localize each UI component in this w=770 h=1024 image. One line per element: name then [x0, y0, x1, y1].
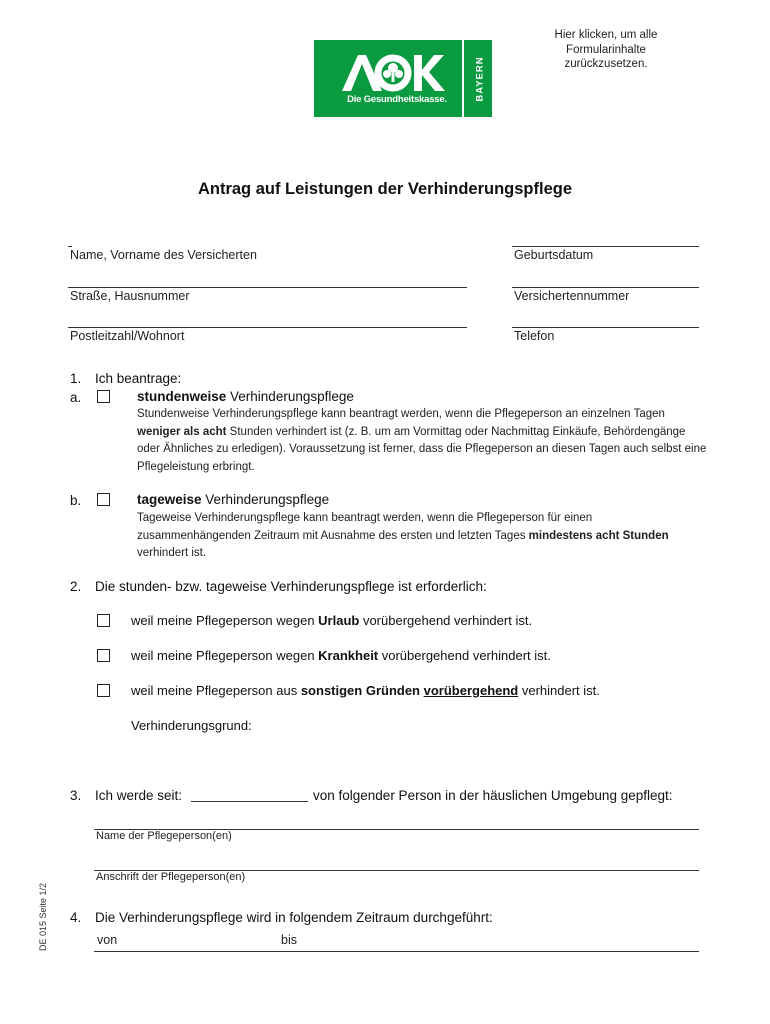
- postal-field[interactable]: Postleitzahl/Wohnort: [70, 329, 185, 343]
- page-title: Antrag auf Leistungen der Verhinderungspflege: [197, 180, 573, 198]
- daily-option-description: Tageweise Verhinderungspflege kann beantragt werden, wenn die Pflegeperson für einen zusammenhängenden Zeitraum mit Ausnahme des ersten und letzten Tages mindestens acht Stunden verhindert ist.: [137, 512, 669, 559]
- section-2-heading: Die stunden- bzw. tageweise Verhinderungspflege ist erforderlich:: [95, 579, 487, 594]
- insurance-number-field-line: [512, 287, 699, 288]
- street-field[interactable]: Straße, Hausnummer: [70, 289, 190, 303]
- since-date-input[interactable]: [191, 801, 308, 802]
- hourly-checkbox[interactable]: [97, 390, 110, 403]
- hourly-option-description: Stundenweise Verhinderungspflege kann beantragt werden, wenn die Pflegeperson an einzelnen Tagen weniger als acht Stunden verhindert ist (z. B. um am Vormittag oder Nachmittag Einkäufe, Behördengänge oder Ähnliches zu erledigen). Voraussetzung ist ferner, dass die Pflegeperson an diesen Tagen auch selbst eine Pflegeleistung erbringt.: [137, 408, 707, 473]
- to-date-field[interactable]: bis: [281, 933, 297, 947]
- section-3-post-text: von folgender Person in der häuslichen Umgebung gepflegt:: [313, 788, 673, 803]
- phone-field-line: [512, 327, 699, 328]
- aok-logo: [314, 40, 492, 117]
- section-4-number: 4.: [70, 910, 82, 925]
- illness-checkbox[interactable]: [97, 649, 110, 662]
- logo-divider: [462, 40, 464, 117]
- logo-region: BAYERN: [474, 55, 486, 102]
- phone-field[interactable]: Telefon: [514, 329, 555, 343]
- option-b-letter: b.: [70, 493, 82, 508]
- birthdate-field[interactable]: Geburtsdatum: [514, 248, 594, 262]
- section-3-number: 3.: [70, 788, 82, 803]
- name-field[interactable]: Name, Vorname des Versicherten: [70, 248, 257, 262]
- caregiver-name-field[interactable]: Name der Pflegeperson(en): [96, 830, 232, 842]
- aok-wordmark-icon: [338, 49, 448, 95]
- other-reasons-checkbox[interactable]: [97, 684, 110, 697]
- birthdate-field-line: [512, 246, 699, 247]
- insurance-number-field[interactable]: Versichertennummer: [514, 289, 630, 303]
- daily-checkbox[interactable]: [97, 493, 110, 506]
- section-1-heading: Ich beantrage:: [95, 371, 182, 386]
- reason-input[interactable]: Verhinderungsgrund:: [131, 718, 252, 733]
- other-reasons-label: weil meine Pflegeperson aus sonstigen Gründen vorübergehend verhindert ist.: [131, 683, 600, 698]
- logo-tagline: Die Gesundheitskasse.: [347, 94, 447, 105]
- section-1-number: 1.: [70, 371, 82, 386]
- option-a-letter: a.: [70, 390, 82, 405]
- from-date-field[interactable]: von: [97, 933, 118, 947]
- vacation-reason-label: weil meine Pflegeperson wegen Urlaub vorübergehend verhindert ist.: [131, 613, 533, 628]
- section-2-number: 2.: [70, 579, 82, 594]
- hourly-option-title: stundenweise Verhinderungspflege: [137, 389, 354, 404]
- reset-form-link[interactable]: Hier klicken, um alle Formularinhalte zurückzusetzen.: [554, 29, 658, 70]
- postal-field-line: [68, 327, 467, 328]
- illness-reason-label: weil meine Pflegeperson wegen Krankheit vorübergehend verhindert ist.: [131, 648, 551, 663]
- period-line: [94, 951, 699, 952]
- section-3-pre-text: Ich werde seit:: [95, 788, 183, 803]
- name-field-line: [68, 246, 72, 247]
- caregiver-address-field[interactable]: Anschrift der Pflegeperson(en): [96, 871, 246, 883]
- street-field-line: [68, 287, 467, 288]
- form-id-side-label: DE 015 Seite 1/2: [38, 882, 48, 952]
- daily-option-title: tageweise Verhinderungspflege: [137, 492, 330, 507]
- vacation-checkbox[interactable]: [97, 614, 110, 627]
- section-4-heading: Die Verhinderungspflege wird in folgendem Zeitraum durchgeführt:: [95, 910, 493, 925]
